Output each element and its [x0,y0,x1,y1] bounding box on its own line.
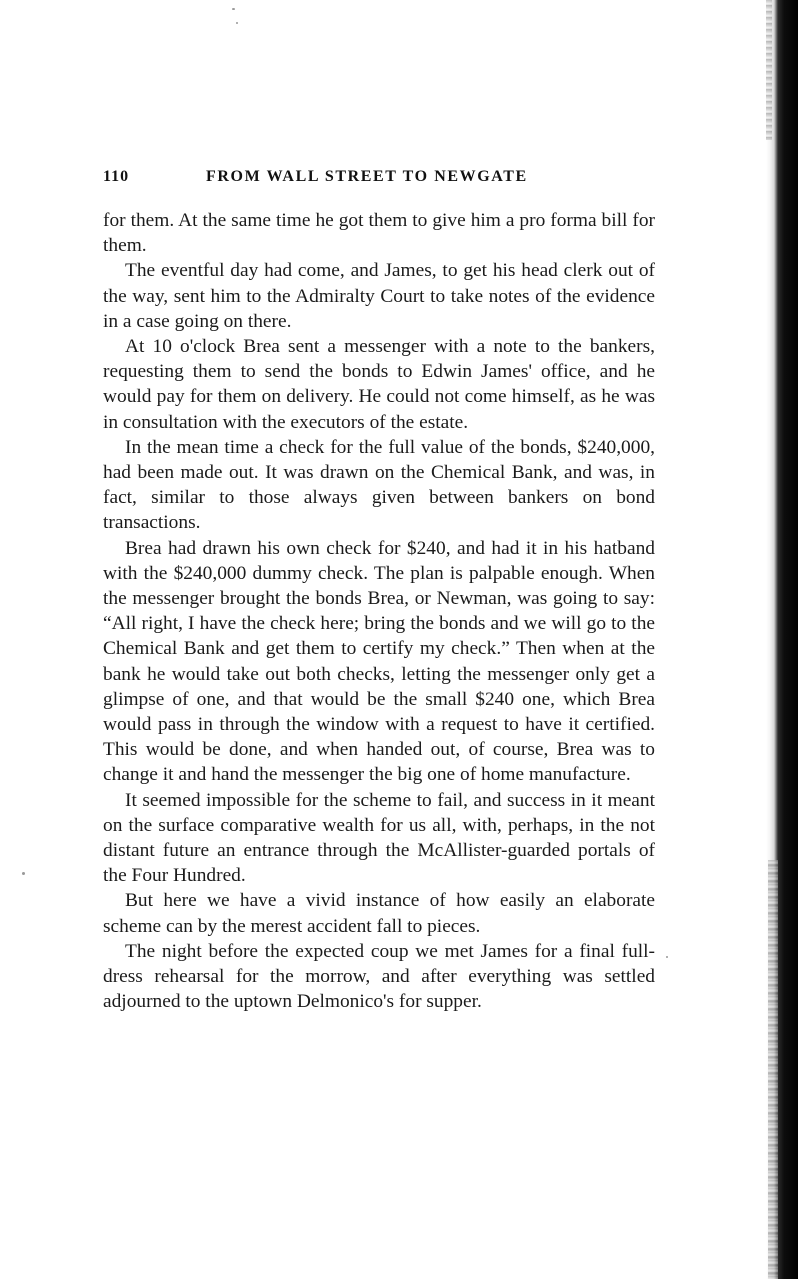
paragraph-continuation: for them. At the same time he got them to give him a pro forma bill for them. [103,210,655,257]
paragraph: It seemed impossible for the scheme to fail, and success in it meant on the surface comparative wealth for us all, with, perhaps, in the not distant future an entrance through the McAllister-guarded portals of the Four Hundred. [103,789,655,887]
paragraph: In the mean time a check for the full value of the bonds, $240,000, had been made out. It was drawn on the Chemical Bank, and was, in fact, similar to those always given between bankers on bond transactions. [103,436,655,534]
paragraph: But here we have a vivid instance of how easily an elaborate scheme can by the merest accident fall to pieces. [103,890,655,937]
scan-speck [236,22,238,24]
running-head [103,168,658,192]
page-number: 110 [103,168,130,185]
paragraph: At 10 o'clock Brea sent a messenger with a note to the bankers, requesting them to send the bonds to Edwin James' office, and he would pay for them on delivery. He could not come himself, as he was in consultation with the executors of the estate. [103,336,655,433]
binding-shadow-top [766,0,772,140]
body-text [103,208,655,1015]
running-title: FROM WALL STREET TO NEWGATE [206,168,528,185]
scan-speck [666,956,668,958]
paragraph: Brea had drawn his own check for $240, and had it in his hatband with the $240,000 dummy check. The plan is palpable enough. When the messenger brought the bonds Brea, or Newman, was going to say: “All right, I have the check here; bring the bonds and we will go to the Chemical Bank and get them to certify my check.” Then when at the bank he would take out both checks, letting the messenger only get a glimpse of one, and that would be the small $240 one, which Brea would pass in through the window with a request to have it certified. This would be done, and when handed out, of course, Brea was to change it and hand the messenger the big one of home manufacture. [103,537,655,786]
paragraph: The night before the expected coup we met James for a final full-dress rehearsal for the morrow, and after everything was settled adjourned to the uptown Delmonico's for supper. [103,940,655,1013]
paragraph: The eventful day had come, and James, to get his head clerk out of the way, sent him to the Admiralty Court to take notes of the evidence in a case going on there. [103,260,655,332]
scan-speck [22,872,25,875]
scan-speck [232,8,235,10]
binding-shadow-bottom [768,860,778,1279]
